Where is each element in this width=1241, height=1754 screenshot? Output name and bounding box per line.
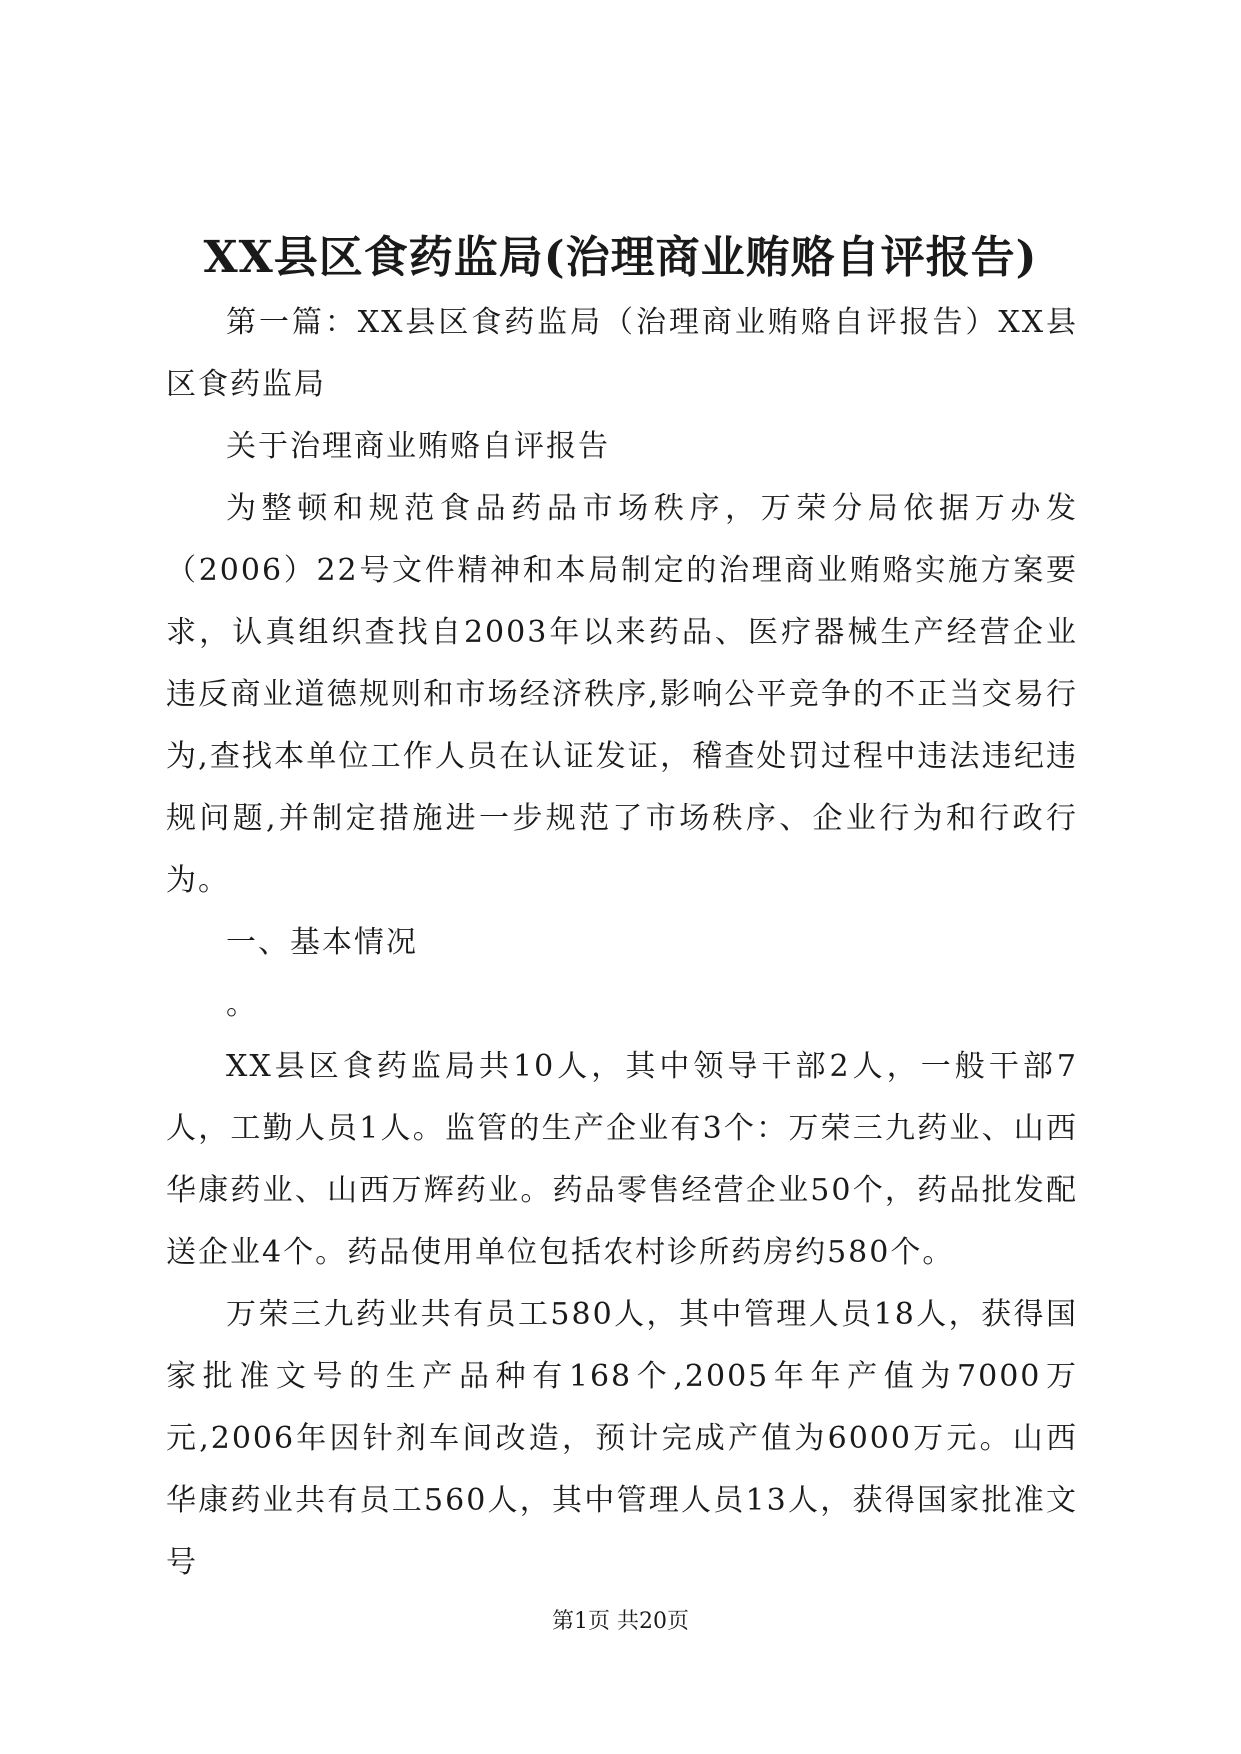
- paragraph: 关于治理商业贿赂自评报告: [226, 429, 610, 464]
- paragraph: 第一篇：XX县区食药监局（治理商业贿赂自评报告）XX县区食药监局: [166, 305, 1078, 402]
- document-title: XX县区食药监局(治理商业贿赂自评报告): [203, 232, 1038, 283]
- paragraph: XX县区食药监局共10人，其中领导干部2人，一般干部7人，工勤人员1人。监管的生产企业有3个：万荣三九药业、山西华康药业、山西万辉药业。药品零售经营企业50个，药品批发配送企业4个。药品使用单位包括农村诊所药房约580个。: [166, 1049, 1078, 1270]
- paragraph: 。: [226, 987, 258, 1022]
- paragraph: 为整顿和规范食品药品市场秩序，万荣分局依据万办发（2006）22号文件精神和本局制定的治理商业贿赂实施方案要求，认真组织查找自2003年以来药品、医疗器械生产经营企业违反商业道德规则和市场经济秩序,影响公平竞争的不正当交易行为,查找本单位工作人员在认证发证，稽查处罚过程中违法违纪违规问题,并制定措施进一步规范了市场秩序、企业行为和行政行为。: [166, 491, 1078, 898]
- section-heading: 一、基本情况: [226, 925, 418, 960]
- document-body: [166, 292, 1078, 1594]
- paragraph: 万荣三九药业共有员工580人，其中管理人员18人，获得国家批准文号的生产品种有168个,2005年年产值为7000万元,2006年因针剂车间改造，预计完成产值为6000万元。山西华康药业共有员工560人，其中管理人员13人，获得国家批准文号: [166, 1297, 1078, 1580]
- page-footer: 第1页 共20页: [552, 1609, 689, 1634]
